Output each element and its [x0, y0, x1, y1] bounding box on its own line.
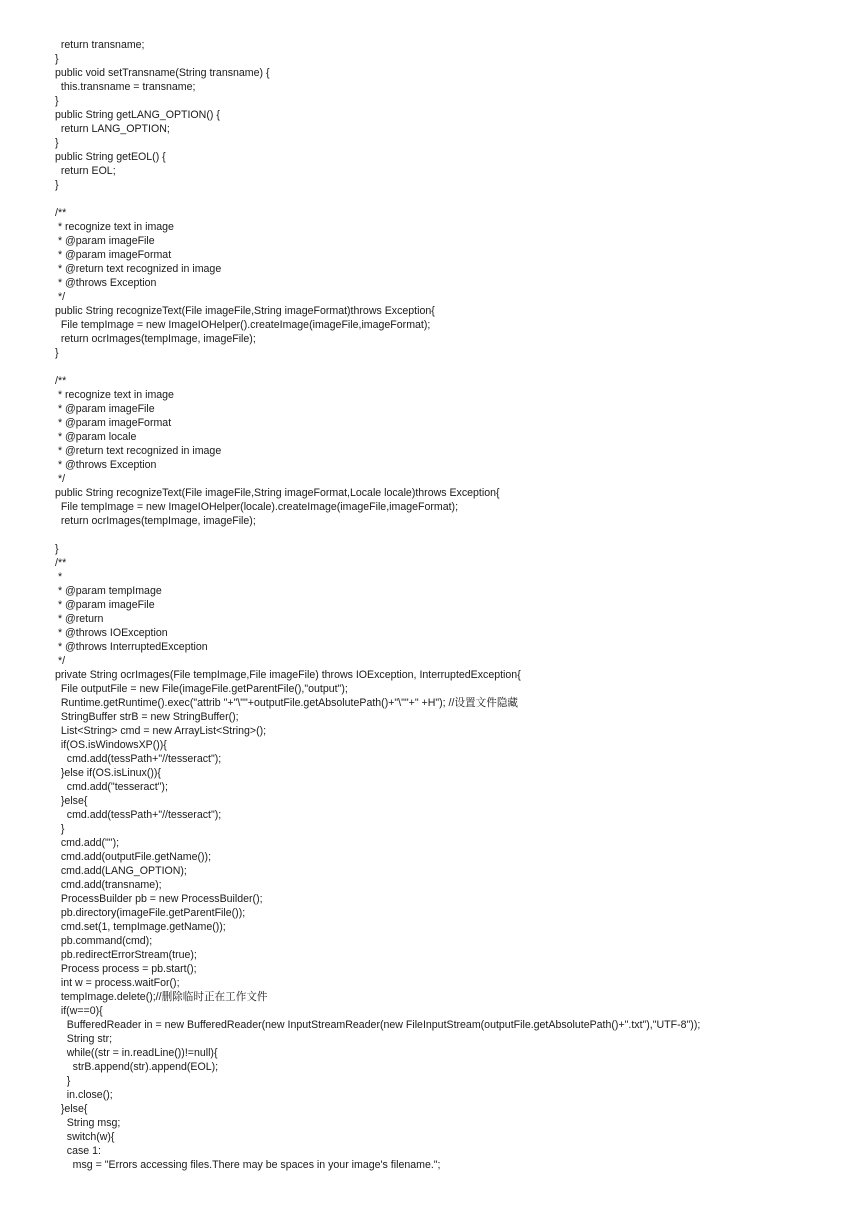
code-line — [55, 192, 855, 206]
code-line: }else{ — [55, 795, 88, 807]
code-line: * @return text recognized in image — [55, 445, 222, 457]
code-line: ProcessBuilder pb = new ProcessBuilder(); — [55, 893, 263, 905]
code-line: Runtime.getRuntime().exec("attrib "+"\""+outputFile.getAbsolutePath()+"\""+" +H"); //设置文件隐藏 — [55, 697, 519, 709]
code-line: this.transname = transname; — [55, 81, 196, 93]
code-line: if(OS.isWindowsXP()){ — [55, 739, 167, 751]
code-line — [55, 360, 855, 374]
code-line: /** — [55, 375, 67, 387]
code-line: String str; — [55, 1033, 113, 1045]
code-line: } — [55, 347, 59, 359]
code-line: in.close(); — [55, 1089, 113, 1101]
code-line: } — [55, 95, 59, 107]
code-line: * @throws Exception — [55, 459, 157, 471]
code-line: return transname; — [55, 39, 145, 51]
code-line: cmd.add(tessPath+"//tesseract"); — [55, 809, 222, 821]
code-line: while((str = in.readLine())!=null){ — [55, 1047, 218, 1059]
code-line: * @throws IOException — [55, 627, 168, 639]
code-line: switch(w){ — [55, 1131, 115, 1143]
code-line: Process process = pb.start(); — [55, 963, 197, 975]
code-line: BufferedReader in = new BufferedReader(new InputStreamReader(new FileInputStream(outputFile.getAbsolutePath()+".txt"),"UTF-8")); — [55, 1019, 701, 1031]
code-line: }else if(OS.isLinux()){ — [55, 767, 161, 779]
code-line: /** — [55, 207, 67, 219]
code-line: cmd.add(LANG_OPTION); — [55, 865, 187, 877]
code-line: } — [55, 823, 65, 835]
code-line: * recognize text in image — [55, 389, 174, 401]
code-line: cmd.set(1, tempImage.getName()); — [55, 921, 226, 933]
code-line: */ — [55, 473, 66, 485]
code-line: * @param locale — [55, 431, 137, 443]
code-line: File tempImage = new ImageIOHelper(locale).createImage(imageFile,imageFormat); — [55, 501, 459, 513]
code-line: * @param imageFile — [55, 403, 155, 415]
code-line: } — [55, 137, 59, 149]
code-line: pb.command(cmd); — [55, 935, 153, 947]
code-line: StringBuffer strB = new StringBuffer(); — [55, 711, 239, 723]
code-line: } — [55, 1075, 71, 1087]
code-line: pb.redirectErrorStream(true); — [55, 949, 197, 961]
code-line: return EOL; — [55, 165, 116, 177]
code-line: * recognize text in image — [55, 221, 174, 233]
code-line: * @param imageFile — [55, 235, 155, 247]
code-line: * — [55, 571, 63, 583]
code-line: } — [55, 179, 59, 191]
code-line: } — [55, 543, 59, 555]
code-line: List<String> cmd = new ArrayList<String>(); — [55, 725, 267, 737]
code-line: public String getLANG_OPTION() { — [55, 109, 220, 121]
code-line: * @param imageFile — [55, 599, 155, 611]
code-line: if(w==0){ — [55, 1005, 103, 1017]
code-line: * @throws InterruptedException — [55, 641, 208, 653]
code-line: */ — [55, 655, 66, 667]
code-line: File tempImage = new ImageIOHelper().createImage(imageFile,imageFormat); — [55, 319, 431, 331]
code-line: cmd.add("tesseract"); — [55, 781, 168, 793]
code-line: File outputFile = new File(imageFile.getParentFile(),"output"); — [55, 683, 348, 695]
code-line: msg = "Errors accessing files.There may be spaces in your image's filename."; — [55, 1159, 441, 1171]
code-line: * @throws Exception — [55, 277, 157, 289]
code-line: cmd.add(""); — [55, 837, 120, 849]
code-line: return ocrImages(tempImage, imageFile); — [55, 515, 256, 527]
code-line: public String getEOL() { — [55, 151, 166, 163]
code-line: * @return text recognized in image — [55, 263, 222, 275]
code-line: * @param tempImage — [55, 585, 162, 597]
code-line: */ — [55, 291, 66, 303]
code-line: cmd.add(transname); — [55, 879, 162, 891]
code-line — [55, 528, 855, 542]
code-line: * @param imageFormat — [55, 417, 172, 429]
code-line: public String recognizeText(File imageFile,String imageFormat)throws Exception{ — [55, 305, 435, 317]
code-line: return ocrImages(tempImage, imageFile); — [55, 333, 256, 345]
code-line: public void setTransname(String transname) { — [55, 67, 270, 79]
code-line: } — [55, 53, 59, 65]
code-line: }else{ — [55, 1103, 88, 1115]
code-line: String msg; — [55, 1117, 121, 1129]
code-line: cmd.add(tessPath+"//tesseract"); — [55, 753, 222, 765]
code-line: pb.directory(imageFile.getParentFile()); — [55, 907, 246, 919]
code-line: strB.append(str).append(EOL); — [55, 1061, 219, 1073]
code-line: cmd.add(outputFile.getName()); — [55, 851, 212, 863]
code-line: * @param imageFormat — [55, 249, 172, 261]
code-line: /** — [55, 557, 67, 569]
code-listing — [55, 38, 855, 1172]
code-line: private String ocrImages(File tempImage,File imageFile) throws IOException, InterruptedException{ — [55, 669, 521, 681]
code-line: tempImage.delete();//删除临时正在工作文件 — [55, 991, 268, 1003]
code-line: case 1: — [55, 1145, 101, 1157]
code-line: * @return — [55, 613, 104, 625]
code-line: return LANG_OPTION; — [55, 123, 170, 135]
code-line: public String recognizeText(File imageFile,String imageFormat,Locale locale)throws Exception{ — [55, 487, 500, 499]
code-line: int w = process.waitFor(); — [55, 977, 180, 989]
